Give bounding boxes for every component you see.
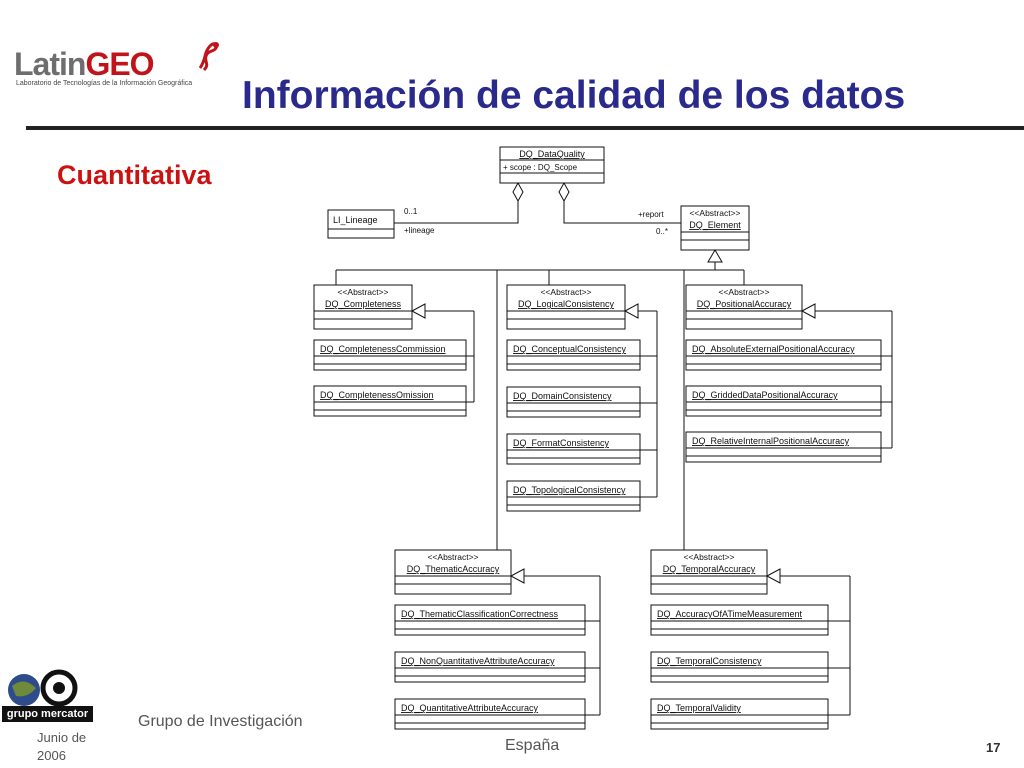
thematic-child-3-name: DQ_QuantitativeAttributeAccuracy xyxy=(401,703,539,713)
completeness-child-2-class xyxy=(314,386,466,416)
logo-accent-text: GEO xyxy=(85,46,154,82)
report-role: +report xyxy=(638,210,664,219)
page-title: Información de calidad de los datos xyxy=(242,74,906,117)
logical-child-1-class xyxy=(507,340,640,370)
thematic-child-1-name: DQ_ThematicClassificationCorrectness xyxy=(401,609,559,619)
temporal-child-1-class xyxy=(651,605,828,635)
temporal-name: DQ_TemporalAccuracy xyxy=(662,564,756,574)
page-number: 17 xyxy=(986,740,1001,755)
positional-child-1-name: DQ_AbsoluteExternalPositionalAccuracy xyxy=(692,344,855,354)
gecko-icon xyxy=(196,38,222,72)
uml-diagram xyxy=(300,140,910,730)
footer-country: España xyxy=(505,737,560,754)
completeness-child-1-class xyxy=(314,340,466,370)
temporal-child-2-class xyxy=(651,652,828,682)
li-lineage-name: LI_Lineage xyxy=(333,215,378,225)
logo-subtitle: Laboratorio de Tecnologías de la Información Geográfica xyxy=(16,80,193,87)
lineage-multiplicity: 0..1 xyxy=(404,207,418,216)
positional-child-2-class xyxy=(686,386,881,416)
temporal-stereotype: <<Abstract>> xyxy=(683,552,735,562)
completeness-child-2-name: DQ_CompletenessOmission xyxy=(320,390,434,400)
positional-name: DQ_PositionalAccuracy xyxy=(696,299,792,309)
logical-stereotype: <<Abstract>> xyxy=(540,287,592,297)
thematic-child-2-class xyxy=(395,652,585,682)
positional-stereotype: <<Abstract>> xyxy=(718,287,770,297)
thematic-child-1-class xyxy=(395,605,585,635)
logical-child-3-class xyxy=(507,434,640,464)
positional-child-2-name: DQ_GriddedDataPositionalAccuracy xyxy=(692,390,838,400)
dq-element-name: DQ_Element xyxy=(689,220,741,230)
footer-date: Junio de 2006 xyxy=(37,730,87,763)
temporal-child-3-class xyxy=(651,699,828,729)
logical-child-1-name: DQ_ConceptualConsistency xyxy=(513,344,627,354)
logical-child-2-name: DQ_DomainConsistency xyxy=(513,391,612,401)
logical-child-3-name: DQ_FormatConsistency xyxy=(513,438,610,448)
diagram-classes xyxy=(314,147,881,729)
dq-dataquality-class xyxy=(500,147,604,183)
li-lineage-class xyxy=(328,210,394,238)
thematic-stereotype: <<Abstract>> xyxy=(427,552,479,562)
section-subtitle: Cuantitativa xyxy=(57,160,212,190)
logo-main-text: Latin xyxy=(14,46,86,82)
title-underline xyxy=(26,126,1024,130)
dq-dataquality-attribute: + scope : DQ_Scope xyxy=(503,163,578,172)
report-multiplicity: 0..* xyxy=(656,227,669,236)
positional-child-3-name: DQ_RelativeInternalPositionalAccuracy xyxy=(692,436,850,446)
positional-class xyxy=(686,285,802,329)
dq-element-stereotype: <<Abstract>> xyxy=(689,208,741,218)
thematic-child-2-name: DQ_NonQuantitativeAttributeAccuracy xyxy=(401,656,555,666)
dq-element-class xyxy=(681,206,749,250)
logical-child-4-class xyxy=(507,481,640,511)
logical-name: DQ_LogicalConsistency xyxy=(517,299,615,309)
logical-class xyxy=(507,285,625,329)
mercator-label: grupo mercator xyxy=(2,706,93,722)
lineage-role: +lineage xyxy=(404,226,435,235)
temporal-child-3-name: DQ_TemporalValidity xyxy=(657,703,741,713)
positional-child-3-class xyxy=(686,432,881,462)
completeness-stereotype: <<Abstract>> xyxy=(337,287,389,297)
temporal-class xyxy=(651,550,767,594)
temporal-child-1-name: DQ_AccuracyOfATimeMeasurement xyxy=(657,609,803,619)
logical-child-4-name: DQ_TopologicalConsistency xyxy=(513,485,626,495)
completeness-name: DQ_Completeness xyxy=(324,299,402,309)
completeness-class xyxy=(314,285,412,329)
thematic-class xyxy=(395,550,511,594)
completeness-child-1-name: DQ_CompletenessCommission xyxy=(320,344,446,354)
temporal-child-2-name: DQ_TemporalConsistency xyxy=(657,656,762,666)
thematic-child-3-class xyxy=(395,699,585,729)
footer-group-text: Grupo de Investigación xyxy=(138,713,303,730)
dq-dataquality-name: DQ_DataQuality xyxy=(519,149,585,159)
positional-child-1-class xyxy=(686,340,881,370)
latingeo-logo xyxy=(14,46,154,83)
logical-child-2-class xyxy=(507,387,640,417)
thematic-name: DQ_ThematicAccuracy xyxy=(406,564,500,574)
